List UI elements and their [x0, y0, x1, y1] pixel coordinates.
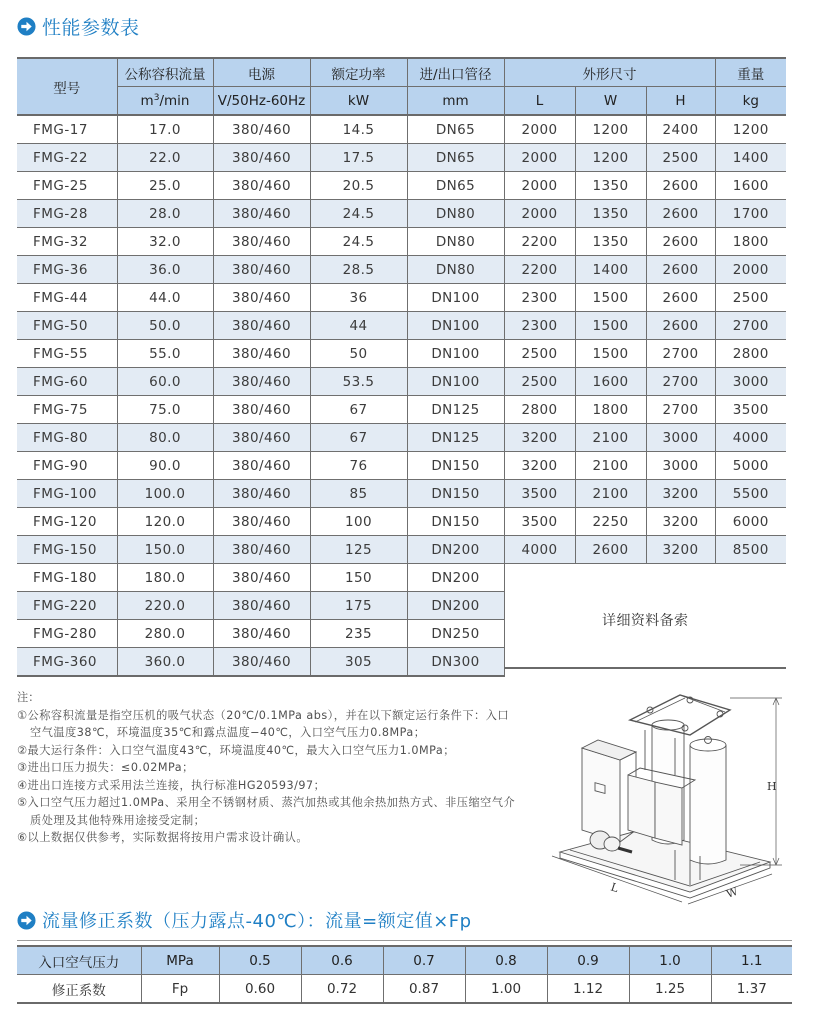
cell-supply: 380/460: [213, 340, 310, 368]
cell-supply: 380/460: [213, 396, 310, 424]
notes-block: [17, 689, 517, 847]
unit-pipe: mm: [407, 87, 504, 116]
cell-power: 20.5: [310, 172, 407, 200]
cell-pipe: DN65: [407, 115, 504, 144]
factor-row: [17, 975, 792, 1004]
cell-power: 53.5: [310, 368, 407, 396]
unit-length: L: [504, 87, 575, 116]
cell-power: 175: [310, 592, 407, 620]
cell-supply: 380/460: [213, 368, 310, 396]
cell-power: 150: [310, 564, 407, 592]
factor-value: 1.37: [711, 975, 792, 1004]
cell-L: 2800: [504, 396, 575, 424]
cell-W: 1200: [575, 115, 646, 144]
pressure-value: 0.9: [547, 946, 629, 975]
note-item: ③进出口压力损失：≤0.02MPa；: [17, 761, 194, 774]
cell-flow: 75.0: [117, 396, 213, 424]
cell-model: FMG-28: [17, 200, 117, 228]
cell-power: 44: [310, 312, 407, 340]
cell-kg: 5000: [715, 452, 786, 480]
cell-flow: 180.0: [117, 564, 213, 592]
cell-H: 2600: [646, 228, 715, 256]
cell-pipe: DN80: [407, 228, 504, 256]
table-bottom-rule: [504, 667, 786, 669]
note-item: ①公称容积流量是指空压机的吸气状态（20℃/0.1MPa abs），并在以下额定运行条件下：入口空气温度38℃，环境温度35℃和露点温度−40℃，入口空气压力0.8MPa；: [17, 708, 510, 739]
cell-kg: 1800: [715, 228, 786, 256]
cell-kg: 1200: [715, 115, 786, 144]
cell-power: 14.5: [310, 115, 407, 144]
cell-power: 100: [310, 508, 407, 536]
cell-flow: 36.0: [117, 256, 213, 284]
cell-supply: 380/460: [213, 452, 310, 480]
cell-flow: 150.0: [117, 536, 213, 564]
cell-supply: 380/460: [213, 284, 310, 312]
cell-supply: 380/460: [213, 536, 310, 564]
factor-value: 1.00: [465, 975, 547, 1004]
pressure-label: 入口空气压力: [17, 946, 141, 975]
header-pipe-diameter: 进/出口管径: [407, 58, 504, 87]
cell-pipe: DN300: [407, 648, 504, 677]
pressure-row: [17, 946, 792, 975]
cell-model: FMG-150: [17, 536, 117, 564]
cell-flow: 17.0: [117, 115, 213, 144]
cell-power: 125: [310, 536, 407, 564]
cell-L: 2200: [504, 228, 575, 256]
cell-model: FMG-75: [17, 396, 117, 424]
pressure-unit: MPa: [141, 946, 219, 975]
unit-rated-power: kW: [310, 87, 407, 116]
cell-supply: 380/460: [213, 424, 310, 452]
cell-model: FMG-220: [17, 592, 117, 620]
cell-model: FMG-50: [17, 312, 117, 340]
cell-supply: 380/460: [213, 648, 310, 677]
cell-flow: 32.0: [117, 228, 213, 256]
cell-power: 24.5: [310, 200, 407, 228]
svg-text:L: L: [609, 880, 621, 896]
cell-W: 2100: [575, 452, 646, 480]
details-on-request-note: 详细资料备索: [504, 564, 786, 677]
cell-H: 2700: [646, 340, 715, 368]
performance-spec-table: [17, 57, 786, 677]
header-dimensions: 外形尺寸: [504, 58, 715, 87]
cell-kg: 2800: [715, 340, 786, 368]
table-row: [17, 144, 786, 172]
cell-H: 2700: [646, 396, 715, 424]
table-row: [17, 508, 786, 536]
cell-W: 1600: [575, 368, 646, 396]
unit-width: W: [575, 87, 646, 116]
cell-model: FMG-55: [17, 340, 117, 368]
cell-L: 2300: [504, 284, 575, 312]
arrow-right-circle-icon: [17, 17, 36, 36]
cell-power: 24.5: [310, 228, 407, 256]
cell-model: FMG-120: [17, 508, 117, 536]
cell-L: 3200: [504, 424, 575, 452]
header-weight: 重量: [715, 58, 786, 87]
cell-kg: 2700: [715, 312, 786, 340]
table-row: [17, 228, 786, 256]
cell-pipe: DN65: [407, 172, 504, 200]
cell-power: 17.5: [310, 144, 407, 172]
cell-pipe: DN150: [407, 480, 504, 508]
cell-H: 3000: [646, 424, 715, 452]
table-row: [17, 368, 786, 396]
arrow-right-circle-icon: [17, 911, 36, 930]
cell-L: 2000: [504, 115, 575, 144]
pressure-value: 1.1: [711, 946, 792, 975]
cell-model: FMG-32: [17, 228, 117, 256]
cell-L: 2000: [504, 172, 575, 200]
cell-supply: 380/460: [213, 115, 310, 144]
table-row: [17, 312, 786, 340]
pressure-value: 0.7: [383, 946, 465, 975]
cell-W: 2250: [575, 508, 646, 536]
factor-value: 0.72: [301, 975, 383, 1004]
cell-model: FMG-36: [17, 256, 117, 284]
pressure-value: 0.5: [219, 946, 301, 975]
cell-W: 1800: [575, 396, 646, 424]
cell-W: 1350: [575, 200, 646, 228]
cell-pipe: DN65: [407, 144, 504, 172]
cell-pipe: DN200: [407, 536, 504, 564]
cell-W: 2100: [575, 480, 646, 508]
unit-power-supply: V/50Hz-60Hz: [213, 87, 310, 116]
cell-W: 1400: [575, 256, 646, 284]
notes-label: 注：: [17, 691, 40, 704]
pressure-value: 0.6: [301, 946, 383, 975]
cell-pipe: DN250: [407, 620, 504, 648]
cell-supply: 380/460: [213, 564, 310, 592]
cell-H: 3000: [646, 452, 715, 480]
cell-H: 2600: [646, 200, 715, 228]
cell-power: 28.5: [310, 256, 407, 284]
note-item: ②最大运行条件：入口空气温度43℃，环境温度40℃，最大入口空气压力1.0MPa；: [17, 743, 455, 757]
cell-supply: 380/460: [213, 256, 310, 284]
cell-supply: 380/460: [213, 480, 310, 508]
cell-L: 3500: [504, 508, 575, 536]
cell-W: 1500: [575, 284, 646, 312]
cell-supply: 380/460: [213, 172, 310, 200]
cell-pipe: DN80: [407, 256, 504, 284]
cell-kg: 3500: [715, 396, 786, 424]
cell-L: 3200: [504, 452, 575, 480]
cell-flow: 28.0: [117, 200, 213, 228]
cell-model: FMG-280: [17, 620, 117, 648]
note-item: ⑥以上数据仅供参考，实际数据将按用户需求设计确认。: [17, 831, 309, 844]
cell-power: 305: [310, 648, 407, 677]
cell-H: 2700: [646, 368, 715, 396]
cell-flow: 120.0: [117, 508, 213, 536]
header-power-supply: 电源: [213, 58, 310, 87]
factor-value: 0.60: [219, 975, 301, 1004]
pressure-value: 0.8: [465, 946, 547, 975]
cell-flow: 280.0: [117, 620, 213, 648]
cell-flow: 60.0: [117, 368, 213, 396]
table-row: [17, 536, 786, 564]
cell-pipe: DN100: [407, 340, 504, 368]
cell-L: 2200: [504, 256, 575, 284]
pressure-value: 1.0: [629, 946, 711, 975]
section-title-text: 流量修正系数（压力露点-40℃）：流量=额定值×Fp: [42, 911, 472, 932]
cell-model: FMG-25: [17, 172, 117, 200]
cell-kg: 1600: [715, 172, 786, 200]
cell-kg: 5500: [715, 480, 786, 508]
cell-H: 3200: [646, 536, 715, 564]
cell-H: 2600: [646, 256, 715, 284]
cell-flow: 360.0: [117, 648, 213, 677]
cell-pipe: DN80: [407, 200, 504, 228]
cell-pipe: DN100: [407, 312, 504, 340]
cell-L: 2000: [504, 144, 575, 172]
section-title-text: 性能参数表: [42, 17, 140, 39]
cell-model: FMG-80: [17, 424, 117, 452]
cell-flow: 25.0: [117, 172, 213, 200]
cell-W: 2100: [575, 424, 646, 452]
table-row: [17, 340, 786, 368]
cell-flow: 220.0: [117, 592, 213, 620]
cell-kg: 2500: [715, 284, 786, 312]
header-model: 型号: [17, 58, 117, 115]
cell-pipe: DN100: [407, 284, 504, 312]
cell-power: 235: [310, 620, 407, 648]
table-row: [17, 256, 786, 284]
svg-text:W: W: [724, 884, 740, 901]
cell-L: 2500: [504, 368, 575, 396]
cell-flow: 90.0: [117, 452, 213, 480]
cell-flow: 100.0: [117, 480, 213, 508]
cell-H: 2600: [646, 172, 715, 200]
cell-H: 3200: [646, 480, 715, 508]
table-row: [17, 115, 786, 144]
factor-unit: Fp: [141, 975, 219, 1004]
cell-power: 85: [310, 480, 407, 508]
factor-value: 1.25: [629, 975, 711, 1004]
unit-height: H: [646, 87, 715, 116]
cell-model: FMG-360: [17, 648, 117, 677]
cell-kg: 4000: [715, 424, 786, 452]
cell-power: 50: [310, 340, 407, 368]
cell-W: 1350: [575, 172, 646, 200]
cell-model: FMG-44: [17, 284, 117, 312]
table-row: [17, 480, 786, 508]
cell-kg: 8500: [715, 536, 786, 564]
cell-pipe: DN100: [407, 368, 504, 396]
header-rated-power: 额定功率: [310, 58, 407, 87]
table-row: [17, 564, 786, 592]
cell-supply: 380/460: [213, 592, 310, 620]
cell-model: FMG-90: [17, 452, 117, 480]
factor-value: 0.87: [383, 975, 465, 1004]
cell-power: 76: [310, 452, 407, 480]
cell-supply: 380/460: [213, 508, 310, 536]
cell-model: FMG-17: [17, 115, 117, 144]
cell-flow: 44.0: [117, 284, 213, 312]
cell-pipe: DN200: [407, 564, 504, 592]
cell-model: FMG-180: [17, 564, 117, 592]
cell-flow: 80.0: [117, 424, 213, 452]
cell-kg: 6000: [715, 508, 786, 536]
cell-H: 2600: [646, 312, 715, 340]
cell-power: 67: [310, 424, 407, 452]
cell-W: 1500: [575, 340, 646, 368]
table-row: [17, 172, 786, 200]
divider: [17, 940, 792, 941]
section-title-performance: [17, 13, 140, 40]
cell-pipe: DN200: [407, 592, 504, 620]
cell-W: 2600: [575, 536, 646, 564]
dryer-equipment-diagram: [540, 680, 800, 908]
cell-kg: 2000: [715, 256, 786, 284]
unit-flow: $m^3/\min$: [117, 87, 213, 116]
flow-correction-table: [17, 945, 792, 1004]
cell-kg: 3000: [715, 368, 786, 396]
cell-W: 1200: [575, 144, 646, 172]
cell-W: 1350: [575, 228, 646, 256]
cell-supply: 380/460: [213, 228, 310, 256]
cell-H: 2400: [646, 115, 715, 144]
cell-pipe: DN125: [407, 396, 504, 424]
cell-flow: 55.0: [117, 340, 213, 368]
note-item: ④进出口连接方式采用法兰连接，执行标准HG20593/97；: [17, 778, 326, 792]
table-row: [17, 452, 786, 480]
cell-flow: 22.0: [117, 144, 213, 172]
cell-H: 3200: [646, 508, 715, 536]
cell-model: FMG-22: [17, 144, 117, 172]
cell-L: 2000: [504, 200, 575, 228]
cell-L: 2300: [504, 312, 575, 340]
cell-flow: 50.0: [117, 312, 213, 340]
cell-power: 67: [310, 396, 407, 424]
table-row: [17, 424, 786, 452]
table-row: [17, 200, 786, 228]
section-title-flow-correction: [17, 907, 472, 933]
cell-H: 2600: [646, 284, 715, 312]
unit-weight: kg: [715, 87, 786, 116]
cell-supply: 380/460: [213, 200, 310, 228]
cell-kg: 1700: [715, 200, 786, 228]
header-flow: 公称容积流量: [117, 58, 213, 87]
cell-supply: 380/460: [213, 144, 310, 172]
cell-supply: 380/460: [213, 620, 310, 648]
cell-pipe: DN125: [407, 424, 504, 452]
cell-L: 2500: [504, 340, 575, 368]
table-row: [17, 396, 786, 424]
svg-text:H: H: [767, 780, 777, 793]
cell-model: FMG-100: [17, 480, 117, 508]
note-item: ⑤入口空气压力超过1.0MPa、采用全不锈钢材质、蒸汽加热或其他余热加热方式、非压缩空气介质处理及其他特殊用途接受定制；: [17, 796, 516, 827]
cell-L: 4000: [504, 536, 575, 564]
cell-pipe: DN150: [407, 508, 504, 536]
cell-L: 3500: [504, 480, 575, 508]
factor-value: 1.12: [547, 975, 629, 1004]
factor-label: 修正系数: [17, 975, 141, 1004]
cell-model: FMG-60: [17, 368, 117, 396]
table-row: [17, 284, 786, 312]
cell-pipe: DN150: [407, 452, 504, 480]
cell-supply: 380/460: [213, 312, 310, 340]
cell-W: 1500: [575, 312, 646, 340]
cell-kg: 1400: [715, 144, 786, 172]
cell-H: 2500: [646, 144, 715, 172]
cell-power: 36: [310, 284, 407, 312]
